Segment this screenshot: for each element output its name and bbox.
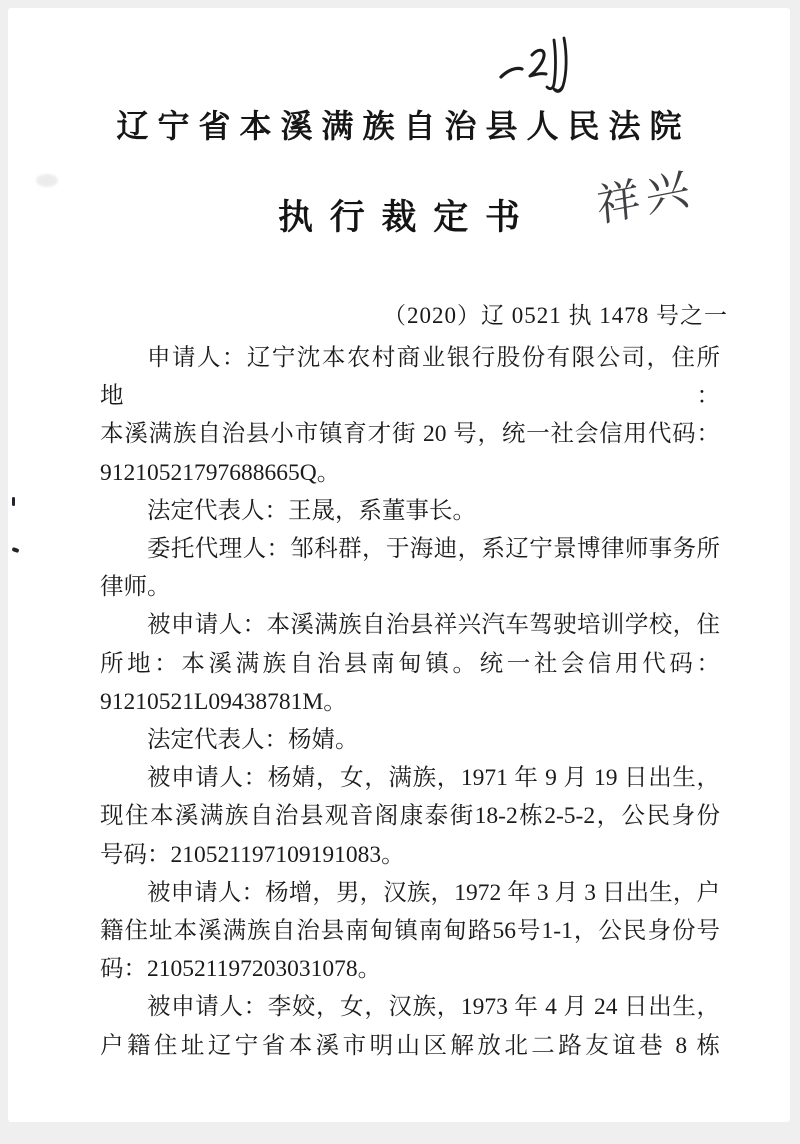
court-name: 辽宁省本溪满族自治县人民法院 [116,108,691,144]
body-line: 91210521L09438781M。 [100,688,347,715]
handwritten-signature: 祥兴 [594,163,698,232]
body-line: 所地：本溪满族自治县南甸镇。统一社会信用代码： [100,650,720,677]
ink-artifact [12,497,15,506]
document-page [8,8,790,1122]
body-line: 码：210521197203031078。 [100,956,382,983]
case-number: （2020）辽 0521 执 1478 号之一 [383,303,728,328]
body-line: 被申请人：杨增，男，汉族，1972 年 3 月 3 日出生，户 [147,879,720,906]
body-line: 被申请人：李姣，女，汉族，1973 年 4 月 24 日出生， [147,994,720,1021]
document-body [100,339,720,1065]
document-title: 执 行 裁 定 书 [277,198,524,237]
handwritten-mark-icon [487,32,579,98]
body-line: 本溪满族自治县小市镇育才街 20 号，统一社会信用代码： [100,421,720,448]
body-line: 法定代表人：杨婧。 [147,727,359,754]
ink-smudge [36,174,58,187]
body-line: 法定代表人：王晟，系董事长。 [147,497,476,524]
body-line: 律师。 [100,574,171,601]
body-line: 号码：210521197109191083。 [100,841,405,868]
body-line: 91210521797688665Q。 [100,459,341,486]
body-line: 被申请人：杨婧，女，满族，1971 年 9 月 19 日出生， [147,765,720,792]
body-line: 被申请人：本溪满族自治县祥兴汽车驾驶培训学校，住 [147,612,720,639]
body-line: 委托代理人：邹科群，于海迪，系辽宁景博律师事务所 [147,536,720,563]
body-line: 现住本溪满族自治县观音阁康泰街18-2栋2-5-2，公民身份 [100,803,720,830]
body-line: 籍住址本溪满族自治县南甸镇南甸路56号1-1，公民身份号 [100,918,720,945]
ink-artifact [12,547,20,553]
body-line: 申请人：辽宁沈本农村商业银行股份有限公司，住所地： [100,345,720,410]
body-line: 户籍住址辽宁省本溪市明山区解放北二路友谊巷 8 栋 [100,1032,720,1059]
